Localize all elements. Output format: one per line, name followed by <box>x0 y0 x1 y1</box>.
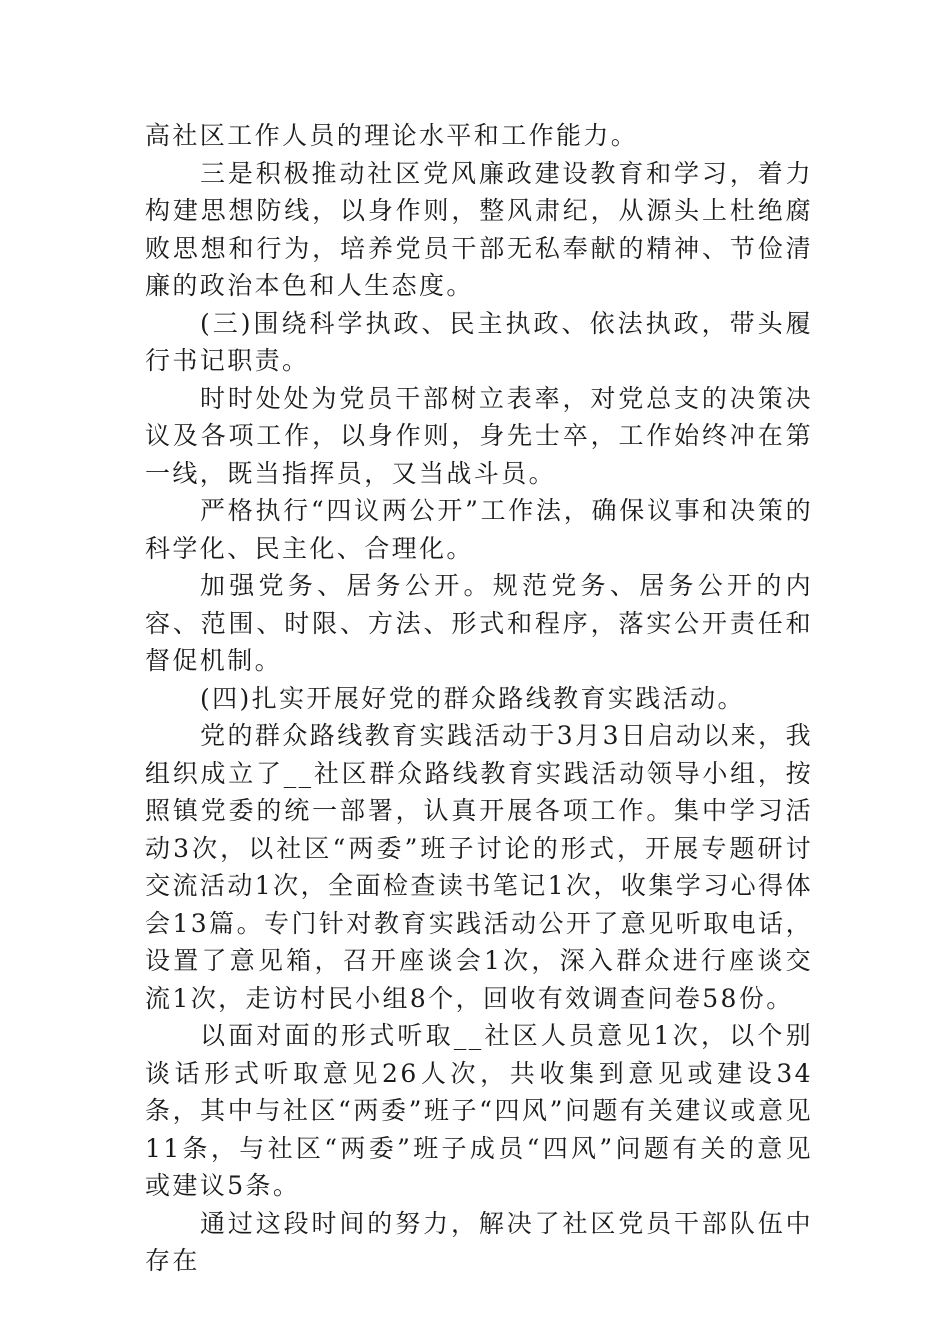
paragraph-4: 时时处处为党员干部树立表率，对党总支的决策决议及各项工作，以身作则，身先士卒，工作始终冲在第一线，既当指挥员，又当战斗员。 <box>145 383 813 488</box>
paragraph-3-heading: (三)围绕科学执政、民主执政、依法执政，带头履行书记职责。 <box>145 308 813 375</box>
paragraph-10: 通过这段时间的努力，解决了社区党员干部队伍中存在 <box>145 1208 813 1275</box>
paragraph-7-heading: (四)扎实开展好党的群众路线教育实践活动。 <box>200 683 745 713</box>
paragraph-6: 加强党务、居务公开。规范党务、居务公开的内容、范围、时限、方法、形式和程序，落实公开责任和督促机制。 <box>145 571 813 675</box>
paragraph-1: 高社区工作人员的理论水平和工作能力。 <box>145 121 639 150</box>
paragraph-8: 党的群众路线教育实践活动于3月3日启动以来，我组织成立了__社区群众路线教育实践活动领导小组，按照镇党委的统一部署，认真开展各项工作。集中学习活动3次，以社区“两委”班子讨论的形式，开展专题研讨交流活动1次，全面检查读书笔记1次，收集学习心得体会13篇。专门针对教育实践活动公开了意见听取电话，设置了意见箱，召开座谈会1次，深入群众进行座谈交流1次，走访村民小组8个，回收有效调查问卷58份。 <box>145 721 813 1013</box>
paragraph-5: 严格执行“四议两公开”工作法，确保议事和决策的科学化、民主化、合理化。 <box>145 496 813 563</box>
paragraph-2: 三是积极推动社区党风廉政建设教育和学习，着力构建思想防线，以身作则，整风肃纪，从源头上杜绝腐败思想和行为，培养党员干部无私奉献的精神、节俭清廉的政治本色和人生态度。 <box>145 158 813 300</box>
paragraph-9: 以面对面的形式听取__社区人员意见1次，以个别谈话形式听取意见26人次，共收集到意见或建设34条，其中与社区“两委”班子“四风”问题有关建议或意见11条，与社区“两委”班子成员“四风”问题有关的意见或建议5条。 <box>145 1021 813 1200</box>
document-body <box>145 117 813 1280</box>
